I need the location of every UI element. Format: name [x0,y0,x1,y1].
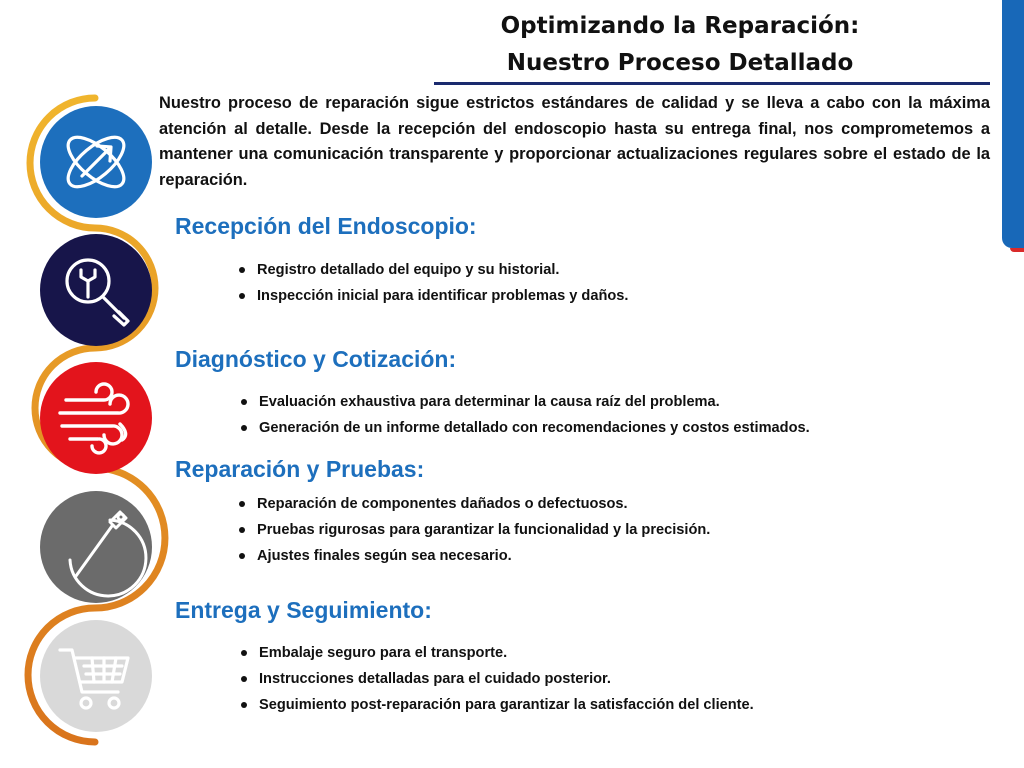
list-item: Ajustes finales según sea necesario. [237,543,710,569]
list-item: Inspección inicial para identificar problemas y daños. [237,283,628,309]
page-title-line-1: Optimizando la Reparación: [500,13,860,39]
step-3-bullet-list [237,491,710,569]
step-4-heading: Entrega y Seguimiento: [175,597,432,623]
list-item: Embalaje seguro para el transporte. [239,640,754,666]
step-4-badge [40,491,152,603]
step-3-badge [40,362,152,474]
step-2-bullet-list [239,389,810,441]
step-2-circle [40,234,152,346]
step-2-badge [40,234,152,346]
step-1-heading: Recepción del Endoscopio: [175,213,477,239]
step-2-heading: Diagnóstico y Cotización: [175,346,457,372]
step-1-bullet-list [237,257,628,309]
step-5-badge [40,620,152,732]
list-item: Evaluación exhaustiva para determinar la causa raíz del problema. [239,389,810,415]
list-item: Seguimiento post-reparación para garantizar la satisfacción del cliente. [239,692,754,718]
process-timeline [0,0,170,768]
step-4-bullet-list [239,640,754,718]
step-3-circle [40,362,152,474]
corner-accent-bar [1002,0,1024,248]
list-item: Reparación de componentes dañados o defectuosos. [237,491,710,517]
step-5-circle [40,620,152,732]
list-item: Pruebas rigurosas para garantizar la funcionalidad y la precisión. [237,517,710,543]
list-item: Instrucciones detalladas para el cuidado posterior. [239,666,754,692]
list-item: Generación de un informe detallado con recomendaciones y costos estimados. [239,415,810,441]
corner-accent-stripe [1010,248,1024,252]
step-3-heading: Reparación y Pruebas: [175,456,425,482]
title-underline [434,82,990,85]
page-title-line-2: Nuestro Proceso Detallado [506,50,854,76]
page-title [360,8,1000,82]
intro-paragraph: Nuestro proceso de reparación sigue estrictos estándares de calidad y se lleva a cabo con la máxima atención al detalle. Desde la recepción del endoscopio hasta su entrega final, nos comprometemos a mantener una comunicación transparente y proporcionar actualizaciones regulares sobre el estado de la reparación. [159,94,990,190]
list-item: Registro detallado del equipo y su historial. [237,257,628,283]
step-1-badge [40,106,152,218]
